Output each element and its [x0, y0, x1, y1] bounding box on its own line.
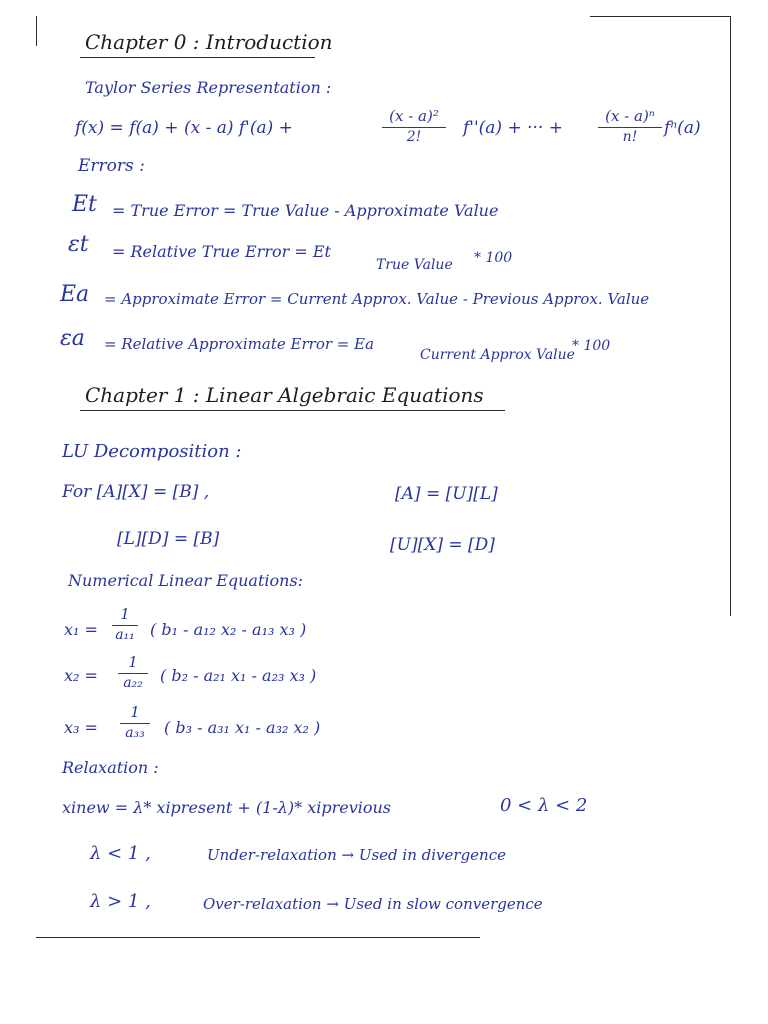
x3-bar	[120, 723, 150, 724]
relative-true-error-definition: = Relative True Error = Et	[112, 242, 331, 261]
x2-bar	[118, 673, 148, 674]
x1-bar	[112, 625, 138, 626]
x3-fraction	[120, 704, 150, 741]
taylor-tail: fⁿ(a)	[664, 118, 701, 138]
x2-denominator: a₂₂	[123, 674, 143, 691]
x3-numerator: 1	[130, 703, 140, 721]
relative-approx-error-denominator: Current Approx Value	[420, 347, 575, 363]
left-margin-mark	[36, 16, 37, 46]
numerical-linear-heading: Numerical Linear Equations:	[68, 571, 304, 590]
over-relaxation-condition: λ > 1 ,	[90, 891, 151, 912]
chapter-0-underline	[80, 57, 315, 58]
bottom-edge-line	[36, 937, 480, 938]
taylor-frac1-denominator: 2!	[406, 128, 422, 145]
errors-heading: Errors :	[78, 156, 145, 176]
relative-true-error-denominator: True Value	[376, 257, 453, 273]
x2-fraction	[118, 654, 148, 691]
x1-rhs: ( b₁ - a₁₂ x₂ - a₁₃ x₃ )	[150, 620, 307, 639]
taylor-middle: f''(a) + ··· +	[463, 118, 563, 138]
relative-approx-error-symbol: εa	[60, 326, 85, 351]
taylor-fraction-2	[598, 108, 662, 145]
relative-approx-error-factor: * 100	[572, 338, 611, 354]
lu-system-left: For [A][X] = [B] ,	[62, 482, 210, 502]
over-relaxation-description: Over-relaxation → Used in slow convergence	[203, 895, 543, 913]
x1-lhs: x₁ =	[64, 620, 98, 639]
true-error-symbol: Et	[72, 192, 97, 217]
x2-numerator: 1	[128, 653, 138, 671]
lu-forward-substitution: [L][D] = [B]	[117, 529, 220, 549]
x3-rhs: ( b₃ - a₃₁ x₁ - a₃₂ x₂ )	[164, 718, 321, 737]
chapter-1-underline	[80, 410, 505, 411]
true-error-definition: = True Error = True Value - Approximate Value	[112, 201, 499, 220]
x1-numerator: 1	[120, 605, 130, 623]
relaxation-heading: Relaxation :	[62, 758, 159, 777]
x2-lhs: x₂ =	[64, 666, 98, 685]
under-relaxation-condition: λ < 1 ,	[90, 843, 151, 864]
x2-rhs: ( b₂ - a₂₁ x₁ - a₂₃ x₃ )	[160, 666, 317, 685]
taylor-lhs: f(x) = f(a) + (x - a) f'(a) +	[75, 118, 293, 138]
approx-error-symbol: Ea	[60, 282, 90, 307]
relaxation-range: 0 < λ < 2	[500, 795, 588, 816]
right-edge-line	[730, 16, 731, 616]
lu-back-substitution: [U][X] = [D]	[390, 535, 495, 555]
taylor-frac1-bar	[382, 127, 446, 128]
x1-fraction	[112, 606, 138, 643]
relative-approx-error-definition: = Relative Approximate Error = Ea	[104, 335, 375, 353]
lu-heading: LU Decomposition :	[62, 441, 242, 462]
taylor-frac2-bar	[598, 127, 662, 128]
top-edge-line	[590, 16, 730, 17]
under-relaxation-description: Under-relaxation → Used in divergence	[207, 846, 506, 864]
x1-denominator: a₁₁	[115, 626, 135, 643]
taylor-fraction-1	[382, 108, 446, 145]
x3-denominator: a₃₃	[125, 724, 145, 741]
chapter-1-title: Chapter 1 : Linear Algebraic Equations	[85, 383, 484, 407]
x3-lhs: x₃ =	[64, 718, 98, 737]
taylor-frac2-numerator: (x - a)ⁿ	[605, 107, 655, 125]
taylor-frac2-denominator: n!	[622, 128, 638, 145]
approx-error-definition: = Approximate Error = Current Approx. Value - Previous Approx. Value	[104, 290, 650, 308]
taylor-heading: Taylor Series Representation :	[85, 78, 332, 97]
taylor-frac1-numerator: (x - a)²	[389, 107, 439, 125]
relaxation-formula: xinew = λ* xipresent + (1-λ)* xiprevious	[62, 798, 392, 817]
lu-system-right: [A] = [U][L]	[395, 484, 498, 504]
chapter-0-title: Chapter 0 : Introduction	[85, 30, 333, 54]
relative-true-error-factor: * 100	[474, 250, 513, 266]
relative-true-error-symbol: εt	[68, 232, 89, 257]
